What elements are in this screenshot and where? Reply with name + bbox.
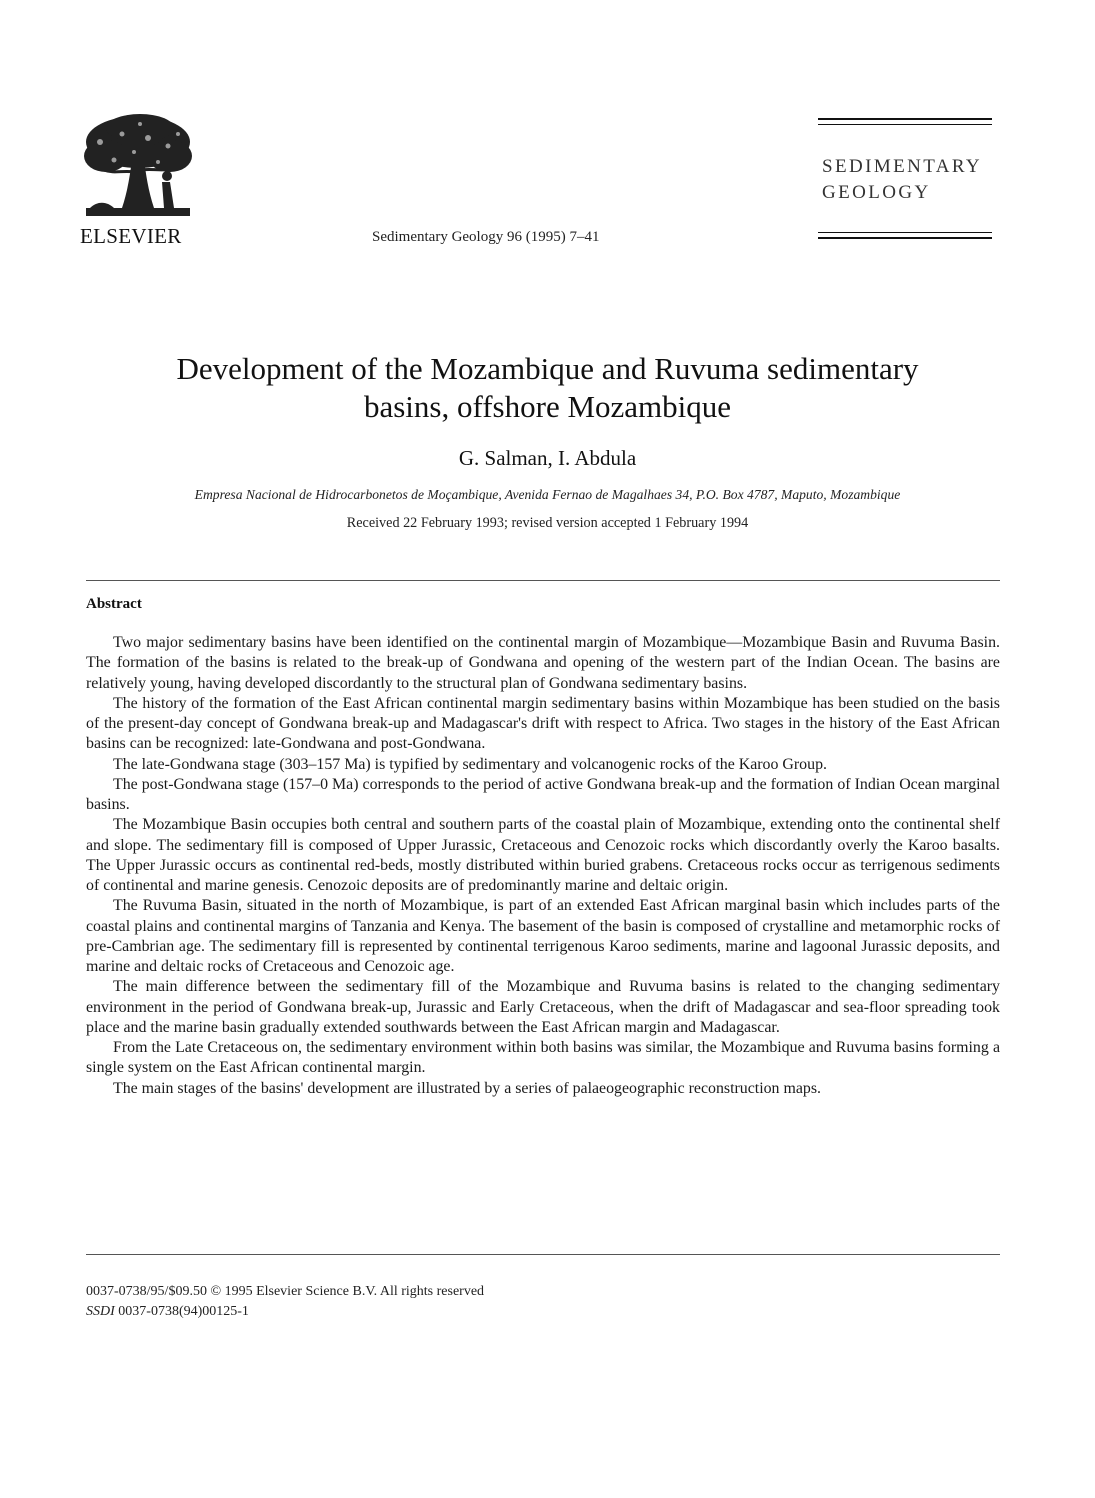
copyright-line: 0037-0738/95/$09.50 © 1995 Elsevier Science B.V. All rights reserved — [86, 1284, 485, 1299]
footer — [86, 1282, 484, 1322]
abstract-rule-top — [86, 580, 1000, 581]
journal-name-line2: GEOLOGY — [822, 182, 931, 203]
abstract-paragraph: The Mozambique Basin occupies both central and southern parts of the coastal plain of Mozambique, extending onto the continental shelf and slope. The sedimentary fill is composed of Upper Jurassic, Cretaceous and Cenozoic rocks which discordantly overly the Karoo basalts. The Upper Jurassic occurs as continental red-beds, mostly distributed within buried grabens. Cretaceous rocks occur as terrigenous sediments of continental and marine genesis. Cenozoic deposits are of predominantly marine and deltaic origin. — [86, 816, 1000, 894]
ssdi-line — [86, 1302, 484, 1322]
abstract-paragraph: Two major sedimentary basins have been identified on the continental margin of Mozambique—Mozambique Basin and Ruvuma Basin. The formation of the basins is related to the break-up of Gondwana and opening of the western part of the Indian Ocean. The basins are relatively young, having developed discordantly to the structural plan of Gondwana sedimentary basins. — [86, 634, 1000, 692]
abstract-paragraph: From the Late Cretaceous on, the sedimentary environment within both basins was similar, the Mozambique and Ruvuma basins forming a single system on the East African continental margin. — [86, 1039, 1000, 1077]
abstract-paragraph: The late-Gondwana stage (303–157 Ma) is typified by sedimentary and volcanogenic rocks of the Karoo Group. — [113, 755, 827, 773]
authors: G. Salman, I. Abdula — [458, 446, 637, 470]
abstract-paragraph: The Ruvuma Basin, situated in the north of Mozambique, is part of an extended East African marginal basin which includes parts of the coastal plains and continental margins of Tanzania and Kenya. The basement of the basin is composed of crystalline and metamorphic rocks of pre-Cambrian age. The sedimentary fill is represented by continental terrigenous Karoo sediments, marine and lagoonal Jurassic deposits, and marine and deltaic rocks of Cretaceous and Cenozoic age. — [86, 897, 1000, 975]
abstract-paragraph: The post-Gondwana stage (157–0 Ma) corresponds to the period of active Gondwana break-up and the formation of Indian Ocean marginal basins. — [86, 775, 1000, 813]
paper-title-line2: basins, offshore Mozambique — [363, 389, 732, 424]
publisher-name: ELSEVIER — [80, 224, 182, 248]
paper-title-line1: Development of the Mozambique and Ruvuma sedimentary — [176, 351, 919, 386]
journal-rule-top-thin — [818, 124, 992, 125]
abstract-body — [86, 633, 1000, 1099]
journal-name-line1: SEDIMENTARY — [822, 156, 982, 177]
elsevier-tree-logo-icon — [78, 112, 198, 217]
ssdi-label: SSDI — [86, 1304, 115, 1319]
paper-title — [90, 350, 1005, 426]
journal-rule-bottom-thin — [818, 232, 992, 233]
abstract-heading: Abstract — [86, 596, 142, 612]
title-block — [90, 350, 1005, 532]
affiliation: Empresa Nacional de Hidrocarbonetos de Moçambique, Avenida Fernao de Magalhaes 34, P.O. Box 4787, Maputo, Mozambique — [194, 487, 901, 502]
abstract-rule-bottom — [86, 1254, 1000, 1255]
journal-rule-bottom — [818, 237, 992, 239]
abstract-paragraph: The main stages of the basins' development are illustrated by a series of palaeogeographic reconstruction maps. — [113, 1079, 821, 1097]
abstract-paragraph: The main difference between the sedimentary fill of the Mozambique and Ruvuma basins is related to the changing sedimentary environment in the period of Gondwana break-up, Jurassic and Early Cretaceous, when the drift of Madagascar and sea-floor spreading took place and the marine basin gradually extended southwards between the East African margin and Madagascar. — [86, 978, 1000, 1036]
ssdi-value: 0037-0738(94)00125-1 — [118, 1304, 249, 1319]
journal-citation: Sedimentary Geology 96 (1995) 7–41 — [372, 229, 600, 245]
abstract-paragraph: The history of the formation of the East African continental margin sedimentary basins within Mozambique has been studied on the basis of the present-day concept of Gondwana break-up and Madagascar's drift with respect to Africa. Two stages in the history of the East African basins can be recognized: late-Gondwana and post-Gondwana. — [86, 694, 1000, 753]
journal-masthead — [818, 118, 996, 248]
page-header — [0, 0, 1095, 260]
received-dates: Received 22 February 1993; revised version accepted 1 February 1994 — [346, 515, 749, 531]
journal-rule-top — [818, 118, 992, 120]
